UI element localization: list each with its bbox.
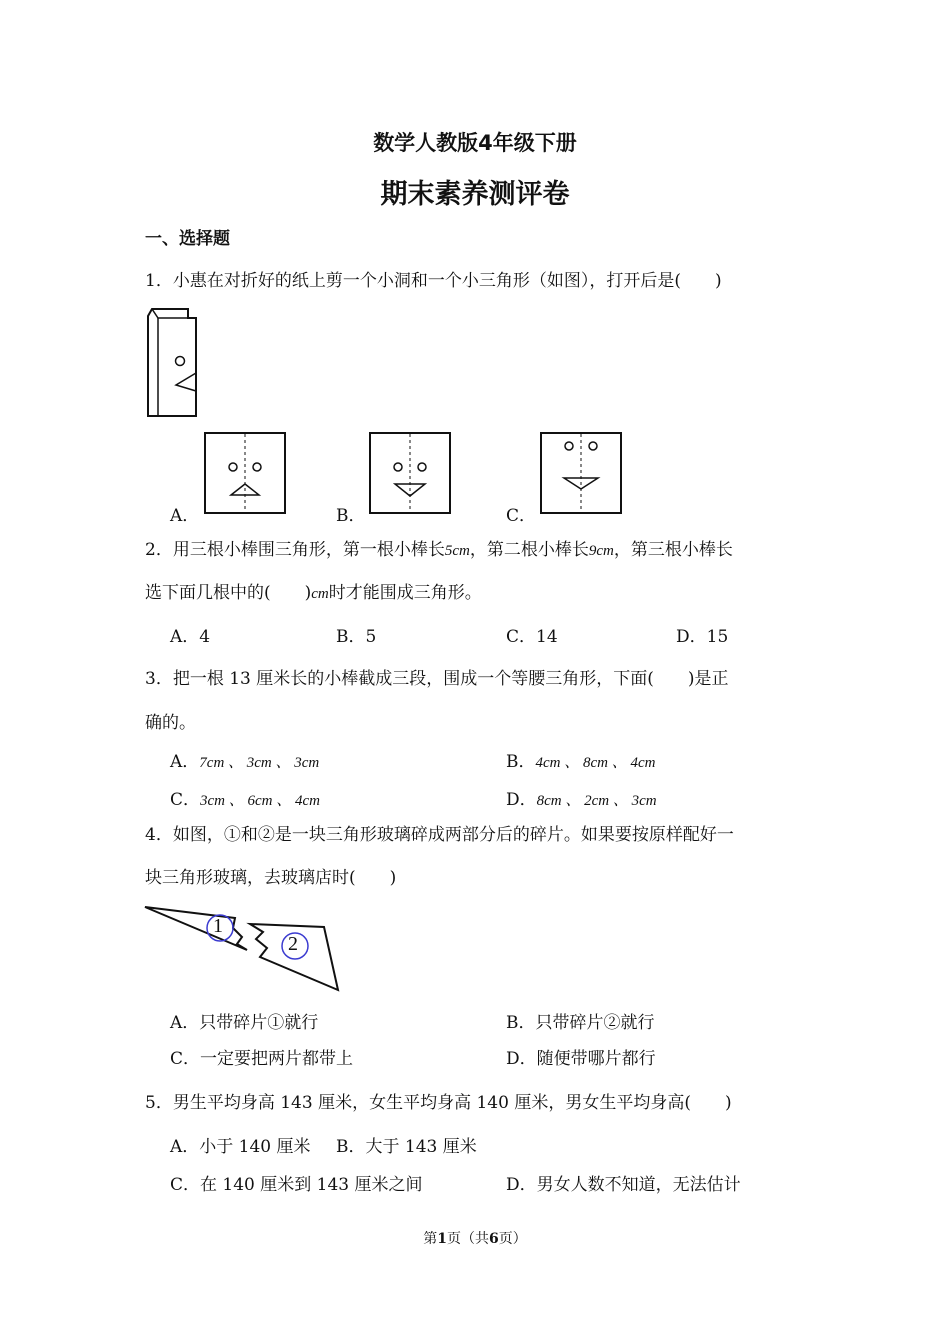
- q5-option-c[interactable]: C．在 140 厘米到 143 厘米之间: [170, 1175, 423, 1195]
- question-5-text: 5．男生平均身高 143 厘米，女生平均身高 140 厘米，男女生平均身高( ): [145, 1093, 732, 1113]
- q3-option-b[interactable]: B．4cm 、 8cm 、 4cm: [506, 752, 656, 772]
- q2-option-a[interactable]: A．4: [170, 627, 211, 647]
- q5-option-b[interactable]: B．大于 143 厘米: [336, 1137, 477, 1157]
- question-1-text: 1．小惠在对折好的纸上剪一个小洞和一个小三角形（如图），打开后是( ): [145, 271, 722, 291]
- page-footer: 第1页（共6页）: [423, 1231, 527, 1247]
- question-4-line-2: 块三角形玻璃，去玻璃店时( ): [145, 868, 397, 888]
- q1-option-b-label[interactable]: B．: [336, 506, 366, 526]
- exam-subtitle: 数学人教版4年级下册: [373, 131, 577, 155]
- q1-option-b-figure[interactable]: [369, 432, 451, 514]
- q4-option-a[interactable]: A．只带碎片①就行: [170, 1013, 319, 1033]
- q4-option-d[interactable]: D．随便带哪片都行: [506, 1049, 656, 1069]
- question-2-line-1: 2．用三根小棒围三角形，第一根小棒长5cm，第二根小棒长9cm，第三根小棒长: [145, 540, 733, 560]
- question-2-line-2: 选下面几根中的( )cm时才能围成三角形。: [145, 583, 482, 603]
- q2-option-d[interactable]: D．15: [676, 627, 729, 647]
- question-4-line-1: 4．如图，①和②是一块三角形玻璃碎成两部分后的碎片。如果要按原样配好一: [145, 825, 734, 845]
- q1-option-c-figure[interactable]: [540, 432, 622, 514]
- folded-paper-figure: [140, 303, 210, 423]
- q5-option-d[interactable]: D．男女人数不知道，无法估计: [506, 1175, 741, 1195]
- question-3-line-1: 3．把一根 13 厘米长的小棒截成三段，围成一个等腰三角形，下面( )是正: [145, 669, 729, 689]
- q2-option-c[interactable]: C．14: [506, 627, 558, 647]
- section-heading-choice: 一、选择题: [145, 229, 230, 249]
- question-3-line-2: 确的。: [145, 713, 196, 733]
- q3-option-c[interactable]: C．3cm 、 6cm 、 4cm: [170, 790, 320, 810]
- q4-option-b[interactable]: B．只带碎片②就行: [506, 1013, 655, 1033]
- q3-option-d[interactable]: D．8cm 、 2cm 、 3cm: [506, 790, 657, 810]
- piece-1-label: 1: [213, 915, 223, 937]
- broken-glass-figure: [140, 900, 345, 995]
- q1-option-c-label[interactable]: C．: [506, 506, 537, 526]
- q5-option-a[interactable]: A．小于 140 厘米: [170, 1137, 311, 1157]
- q1-option-a-label[interactable]: A．: [170, 506, 200, 526]
- q1-option-a-figure[interactable]: [204, 432, 286, 514]
- q4-option-c[interactable]: C．一定要把两片都带上: [170, 1049, 354, 1069]
- exam-title: 期末素养测评卷: [380, 179, 570, 210]
- q2-option-b[interactable]: B．5: [336, 627, 377, 647]
- piece-2-label: 2: [288, 933, 298, 955]
- q3-option-a[interactable]: A．7cm 、 3cm 、 3cm: [170, 752, 320, 772]
